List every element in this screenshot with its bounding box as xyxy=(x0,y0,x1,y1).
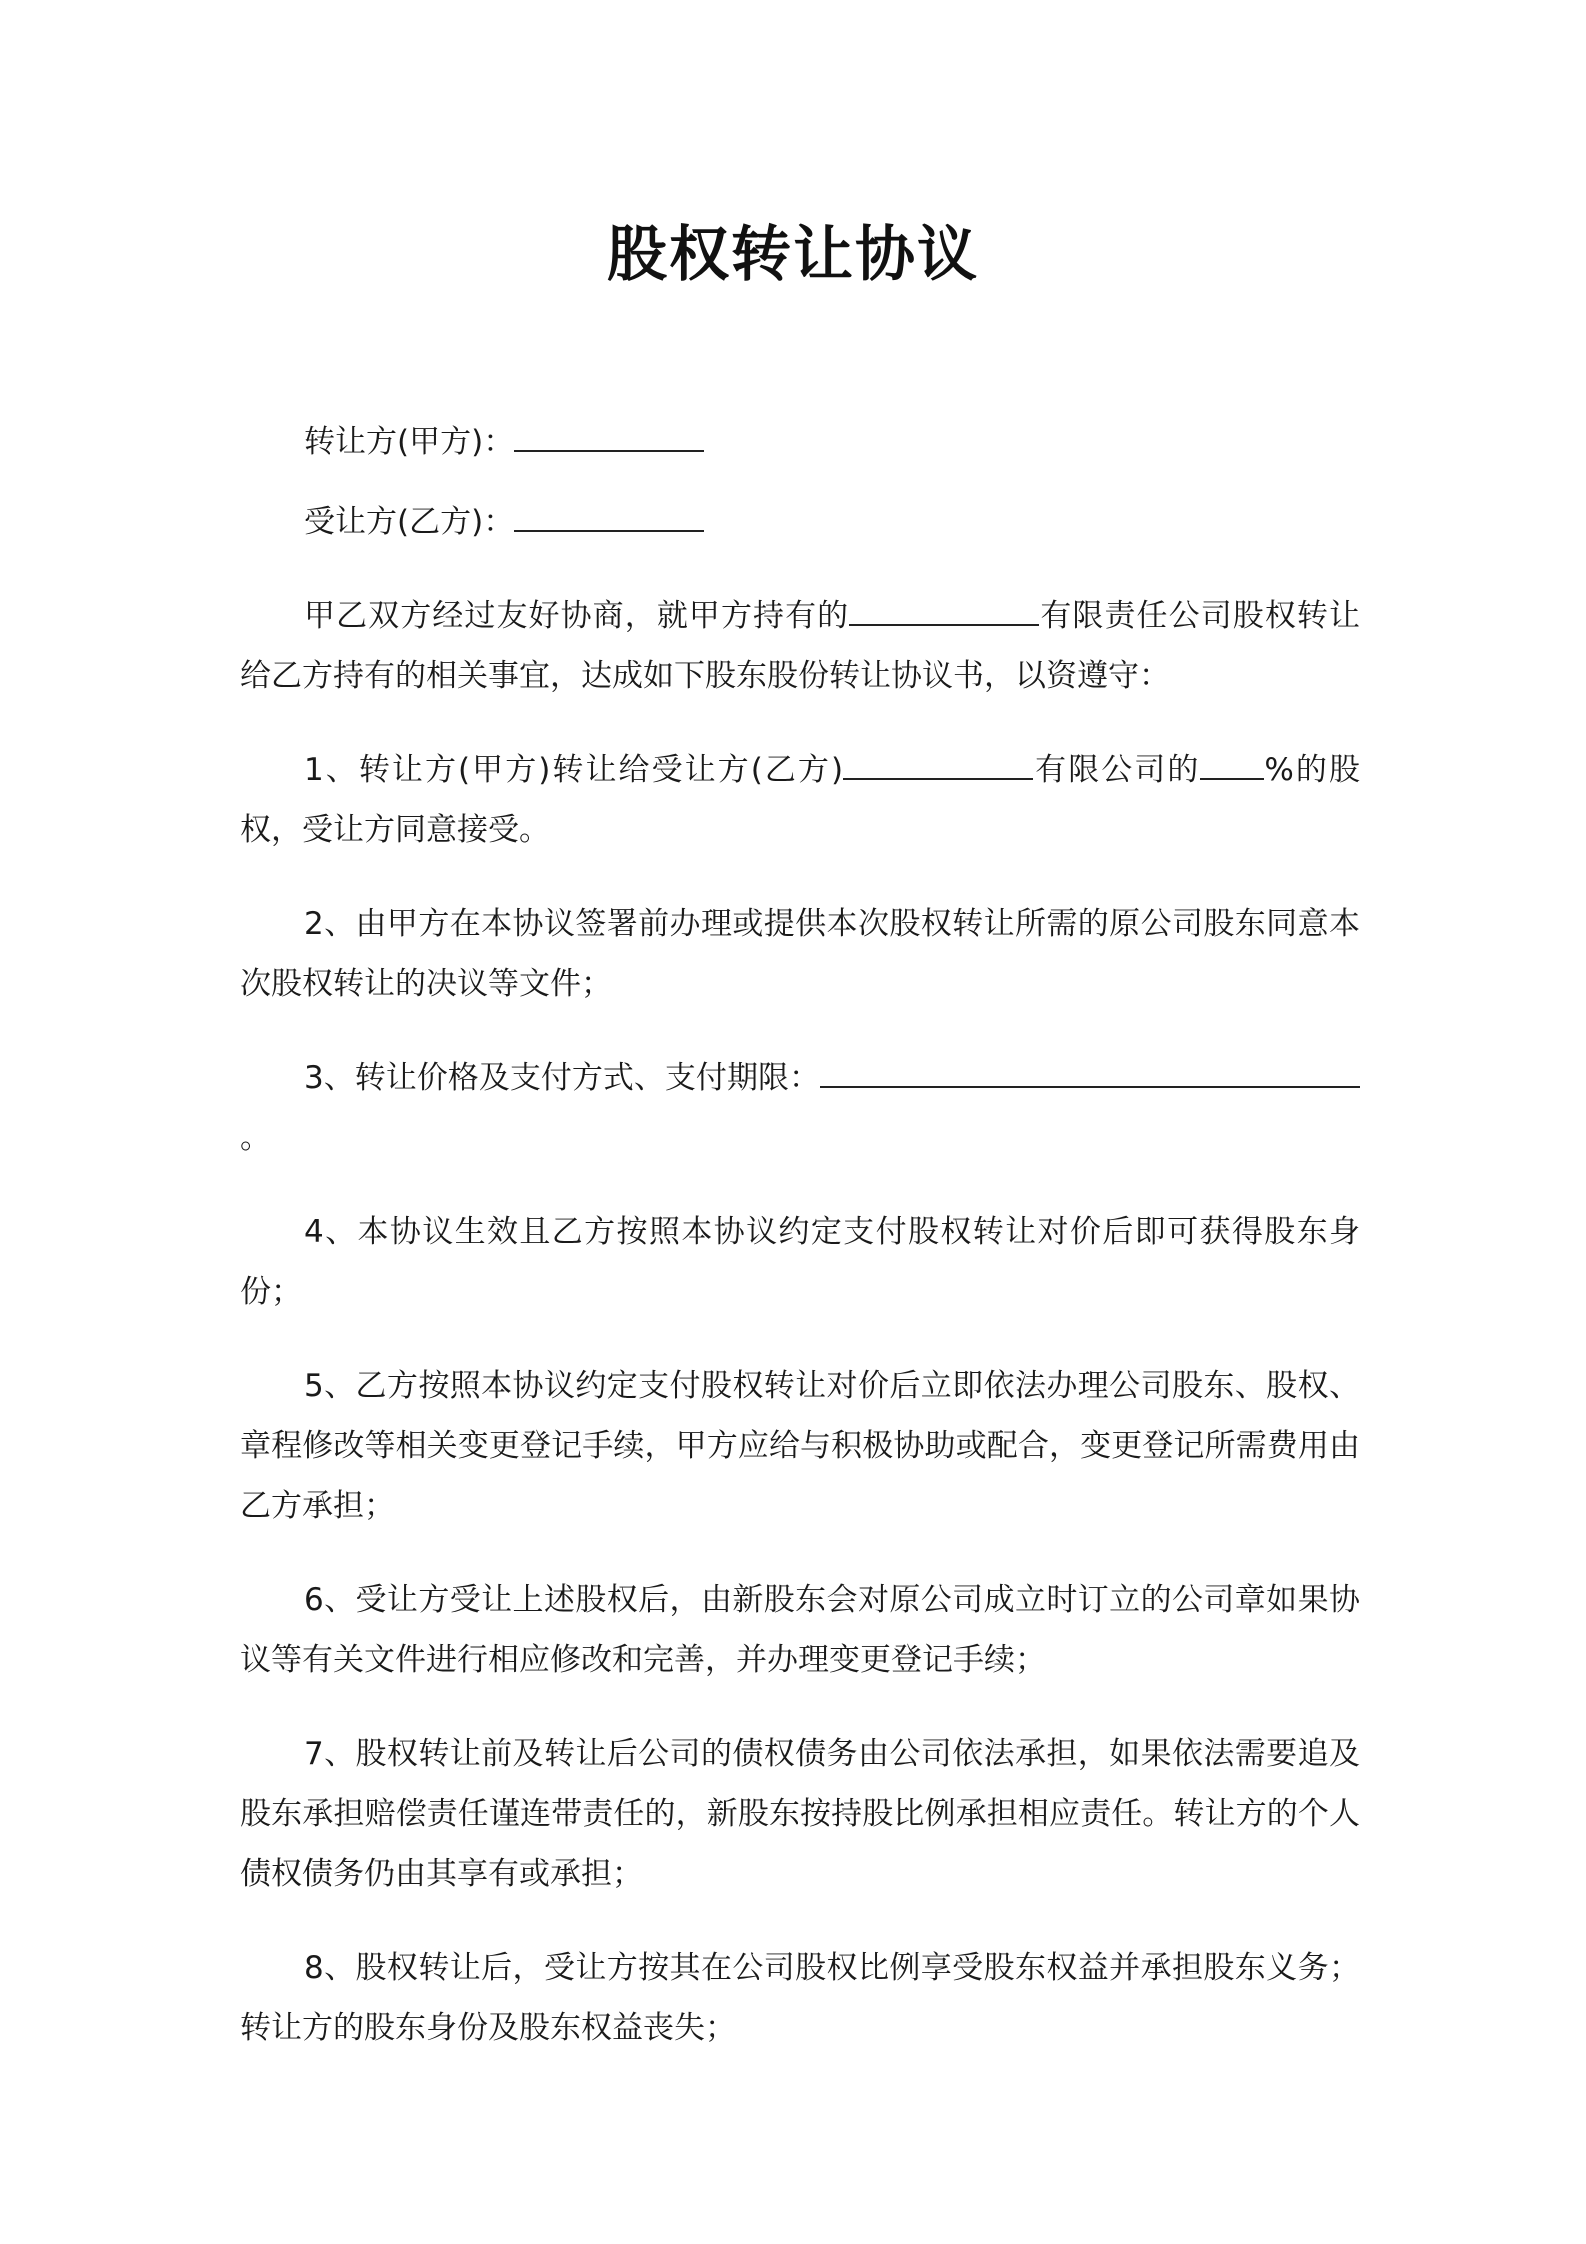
clause-2: 2、由甲方在本协议签署前办理或提供本次股权转让所需的原公司股东同意本次股权转让的决议等文件； xyxy=(240,906,1360,1002)
clause-3-price-blank[interactable] xyxy=(820,1085,1360,1088)
clause-1-text-1: 1、转让方(甲方)转让给受让方(乙方) xyxy=(304,752,844,788)
company-name-blank[interactable] xyxy=(849,623,1039,626)
transferee-label: 受让方(乙方)： xyxy=(304,504,515,540)
clause-1-percent-blank[interactable] xyxy=(1200,777,1264,780)
clause-4: 4、本协议生效且乙方按照本协议约定支付股权转让对价后即可获得股东身份； xyxy=(240,1214,1360,1310)
clause-3-text-1: 3、转让价格及支付方式、支付期限： xyxy=(304,1060,820,1096)
intro-paragraph xyxy=(240,586,1360,706)
transferor-blank[interactable] xyxy=(514,449,704,452)
clause-3-text-2: 。 xyxy=(240,1120,271,1156)
clause-7: 7、股权转让前及转让后公司的债权债务由公司依法承担，如果依法需要追及股东承担赔偿责任谨连带责任的，新股东按持股比例承担相应责任。转让方的个人债权债务仍由其享有或承担； xyxy=(240,1736,1360,1892)
clause-1-text-3: %的股权，受让方同意接受。 xyxy=(240,752,1360,848)
clause-1-text-2: 有限公司的 xyxy=(1033,752,1201,788)
clause-1-company-blank[interactable] xyxy=(843,777,1033,780)
transferor-label: 转让方(甲方)： xyxy=(304,424,515,460)
document-title: 股权转让协议 xyxy=(607,220,979,290)
transferor-line xyxy=(240,412,1360,472)
clause-8: 8、股权转让后，受让方按其在公司股权比例享受股东权益并承担股东义务；转让方的股东身份及股东权益丧失； xyxy=(240,1950,1360,2046)
clause-3 xyxy=(240,1048,1360,1168)
intro-text-2: 有限责任公司股权转让给乙方持有的相关事宜，达成如下股东股份转让协议书，以资遵守： xyxy=(240,598,1361,694)
clause-5: 5、乙方按照本协议约定支付股权转让对价后立即依法办理公司股东、股权、章程修改等相关变更登记手续，甲方应给与积极协助或配合，变更登记所需费用由乙方承担； xyxy=(240,1368,1360,1524)
document-body xyxy=(240,412,1360,2092)
intro-text-1: 甲乙双方经过友好协商，就甲方持有的 xyxy=(304,598,850,634)
clause-6: 6、受让方受让上述股权后，由新股东会对原公司成立时订立的公司章如果协议等有关文件进行相应修改和完善，并办理变更登记手续； xyxy=(240,1582,1360,1678)
transferee-line xyxy=(240,492,1360,552)
transferee-blank[interactable] xyxy=(514,529,704,532)
clause-1 xyxy=(240,740,1360,860)
